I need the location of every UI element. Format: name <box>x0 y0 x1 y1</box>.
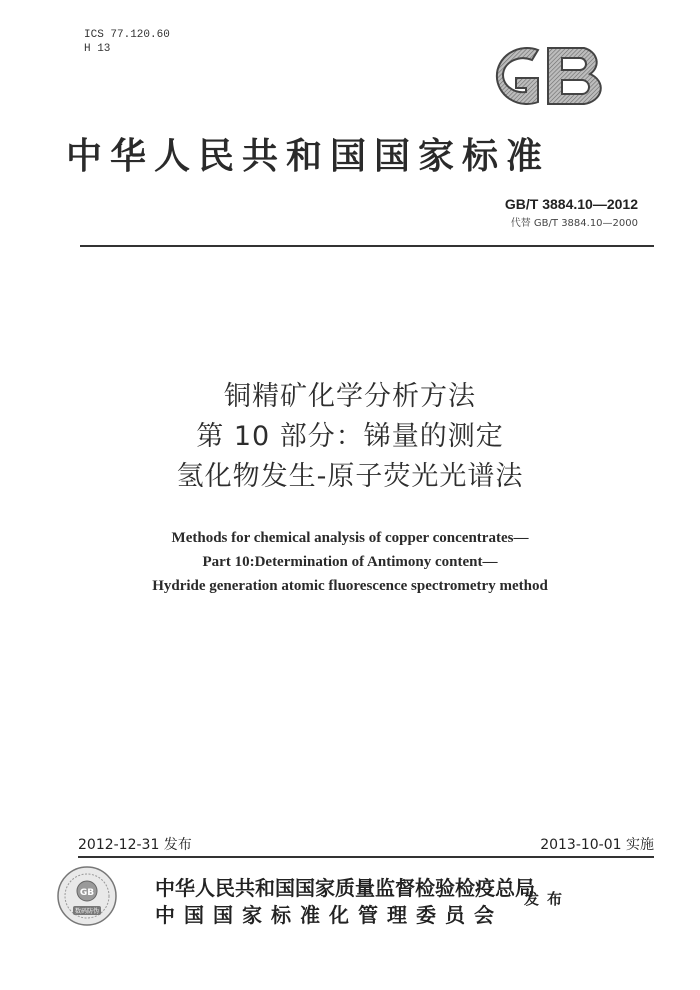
standard-number: GB/T 3884.10—2012 <box>504 196 638 212</box>
en-title-line-3: Hydride generation atomic fluorescence spectrometry method <box>152 578 548 594</box>
implementation-date: 2013-10-01 实施 <box>540 837 654 853</box>
standard-number-block <box>505 196 638 229</box>
footer-divider <box>78 856 654 858</box>
chinese-title <box>0 377 700 497</box>
english-title <box>0 526 700 598</box>
header-divider <box>80 245 654 247</box>
publisher-aqsiq: 中华人民共和国国家质量监督检验检疫总局 <box>155 876 535 900</box>
ics-code: ICS 77.120.60 <box>84 29 170 41</box>
publisher-sac: 中国国家标准化管理委员会 <box>155 903 503 927</box>
cn-title-line-3: 氢化物发生-原子荧光光谱法 <box>176 461 524 492</box>
cn-title-line-2: 第 10 部分：锑量的测定 <box>196 421 504 452</box>
publish-label: 发布 <box>524 890 571 908</box>
svg-text:数码防伪: 数码防伪 <box>74 908 100 915</box>
svg-text:GB: GB <box>79 888 95 898</box>
publishing-authorities <box>155 875 535 929</box>
ccs-code: H 13 <box>84 43 111 55</box>
cn-title-line-1: 铜精矿化学分析方法 <box>224 381 476 412</box>
replaced-standard: 代替 GB/T 3884.10—2000 <box>510 218 638 229</box>
issue-date: 2012-12-31 发布 <box>78 837 192 853</box>
national-standard-title: 中华人民共和国国家标准 <box>66 135 551 177</box>
en-title-line-1: Methods for chemical analysis of copper concentrates— <box>171 530 529 546</box>
classification-codes <box>84 28 170 56</box>
en-title-line-2: Part 10:Determination of Antimony content— <box>202 554 498 570</box>
anti-counterfeit-seal <box>56 865 118 927</box>
gb-logo <box>480 40 612 112</box>
